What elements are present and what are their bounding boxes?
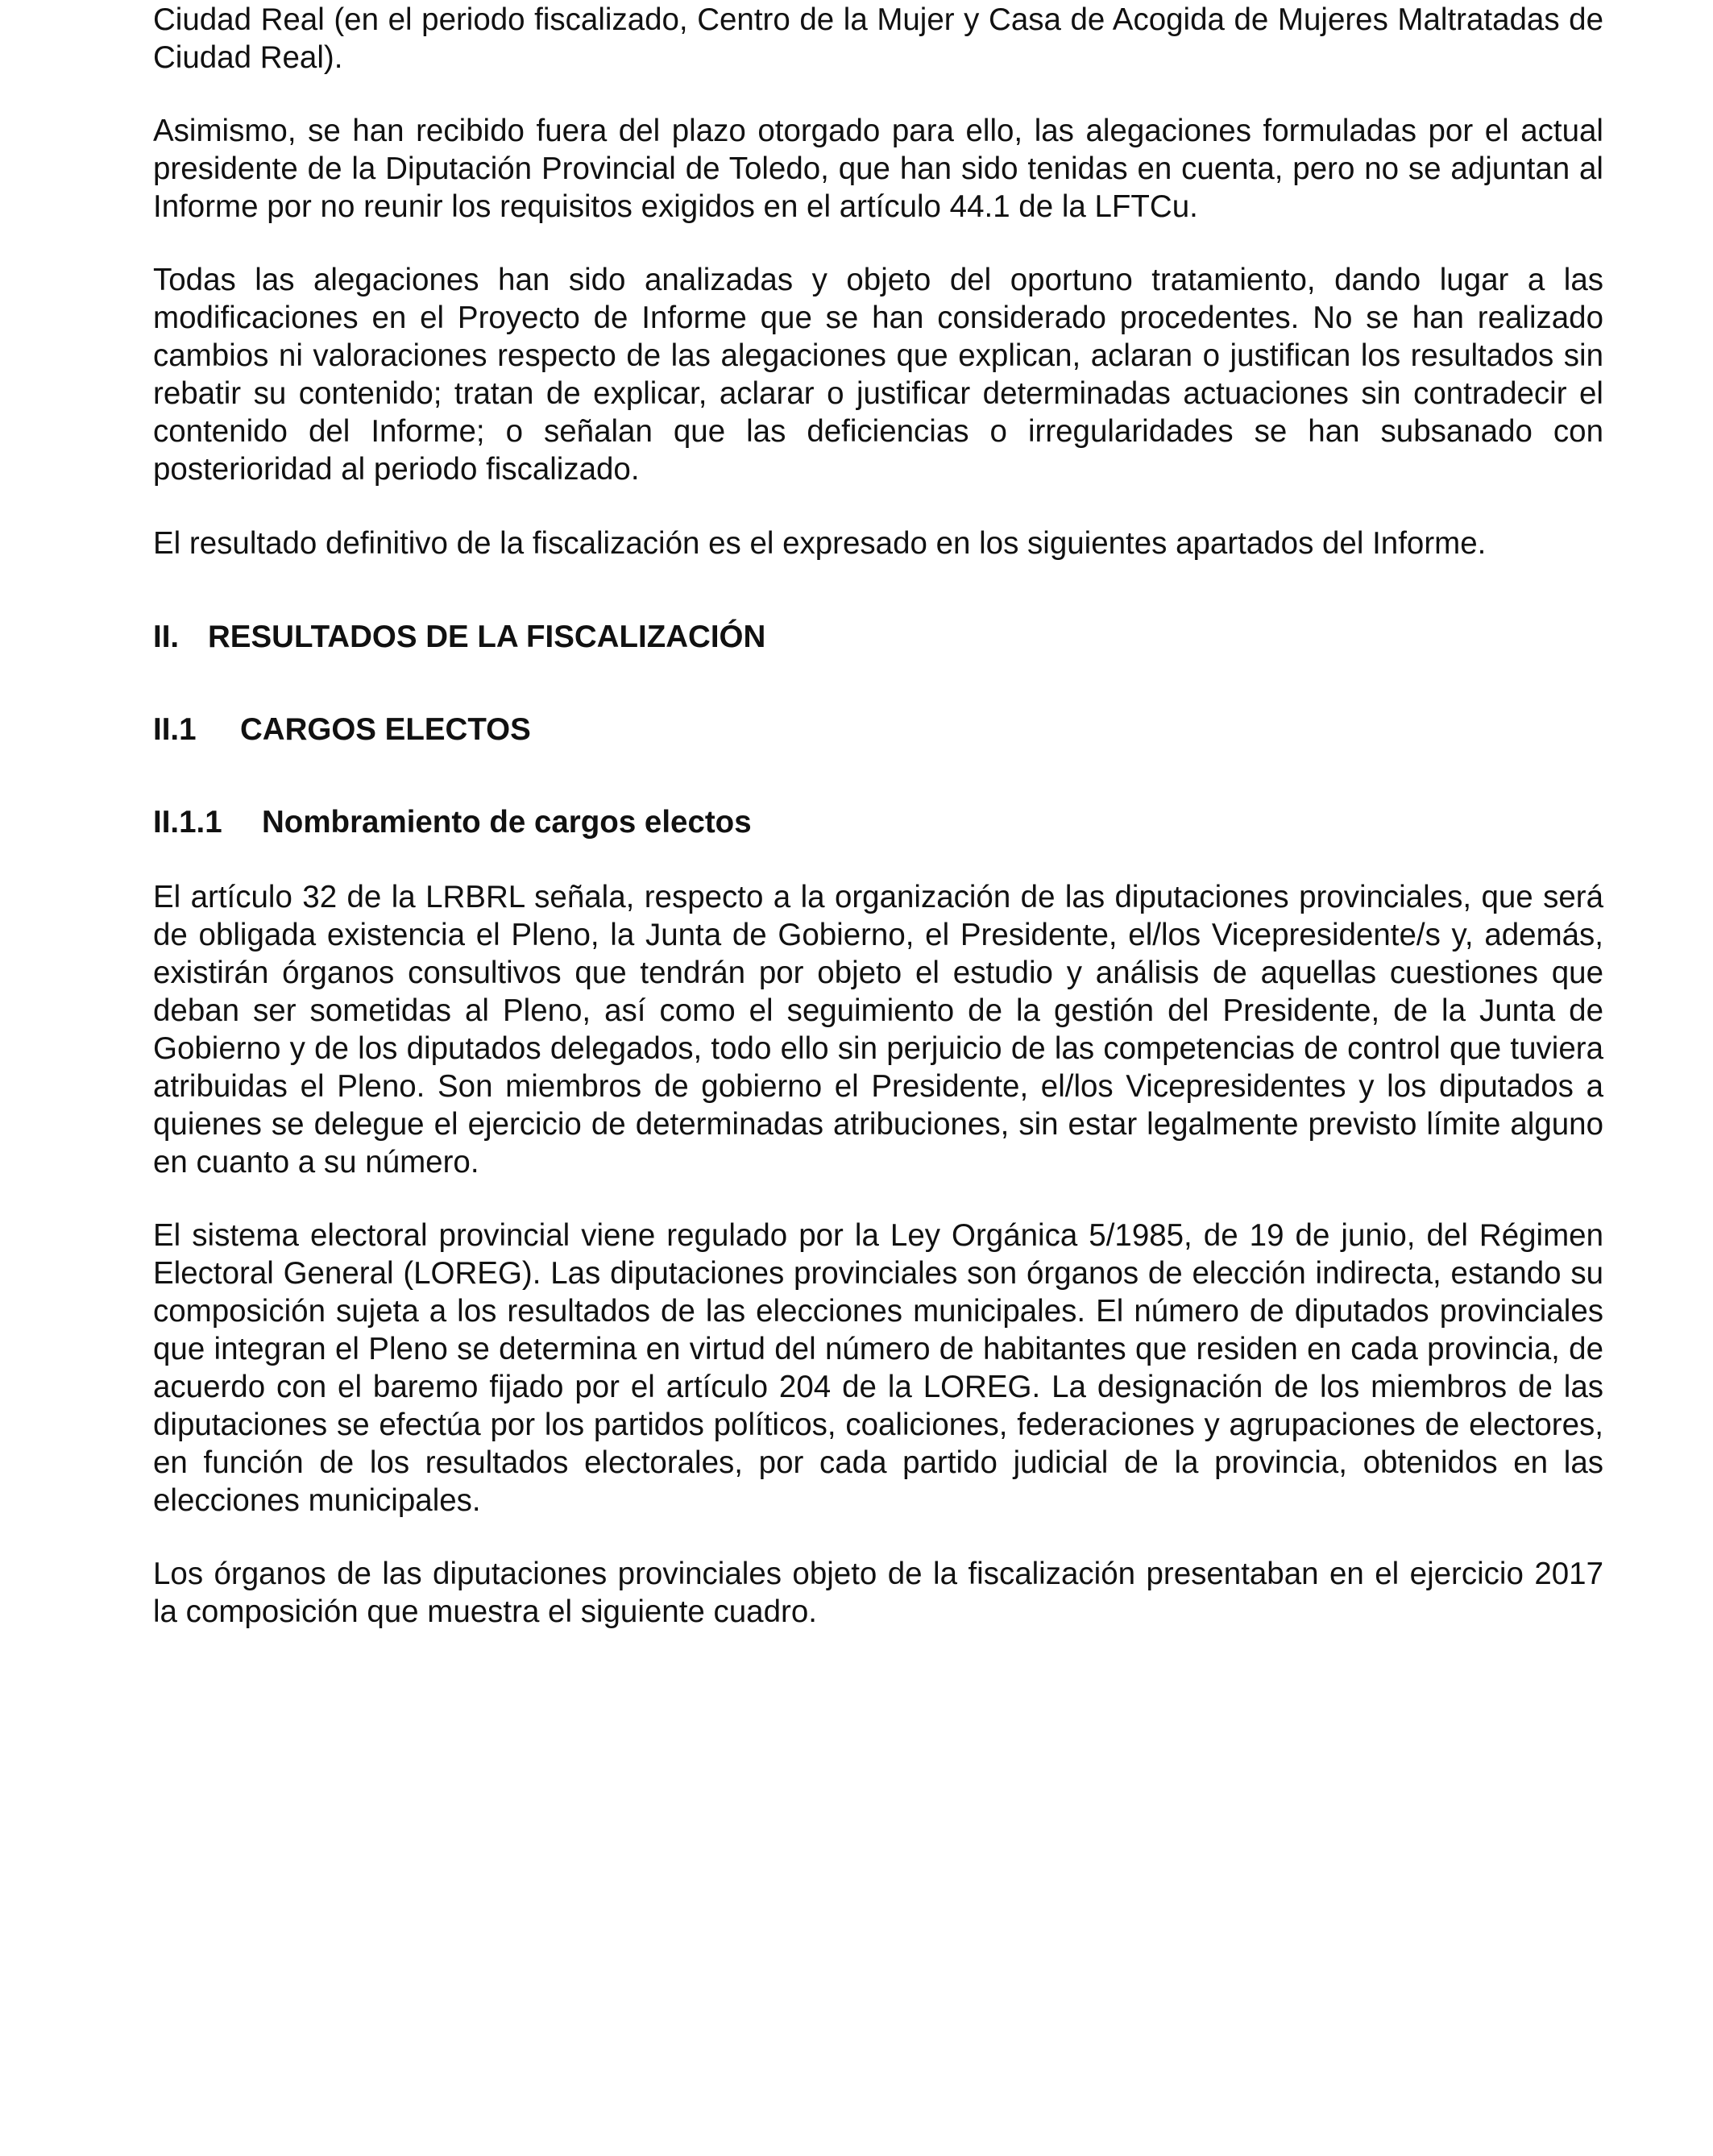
- section-title: CARGOS ELECTOS: [240, 712, 531, 747]
- section-heading-nombramiento: [153, 803, 752, 841]
- section-title: RESULTADOS DE LA FISCALIZACIÓN: [208, 620, 766, 654]
- paragraph-alegaciones-analizadas: Todas las alegaciones han sido analizadas y objeto del oportuno tratamiento, dando lugar a las modificaciones en el Proyecto de Informe que se han considerado procedentes. No se han realizado cambios ni valoraciones respecto de las alegaciones que explican, aclaran o justifican los resultados sin rebatir su contenido; tratan de explicar, aclarar o justificar determinadas actuaciones sin contradecir el contenido del Informe; o señalan que las deficiencias o irregularidades se han subsanado con posterioridad al periodo fiscalizado.: [153, 263, 1603, 487]
- paragraph-articulo-32: El artículo 32 de la LRBRL señala, respecto a la organización de las diputaciones provinciales, que será de obligada existencia el Pleno, la Junta de Gobierno, el Presidente, el/los Vicepresidente/s y, además, existirán órganos consultivos que tendrán por objeto el estudio y análisis de aquellas cuestiones que deban ser sometidas al Pleno, así como el seguimiento de la gestión del Presidente, de la Junta de Gobierno y de los diputados delegados, todo ello sin perjuicio de las competencias de control que tuviera atribuidas el Pleno. Son miembros de gobierno el Presidente, el/los Vicepresidentes y los diputados a quienes se delegue el ejercicio de determinadas atribuciones, sin estar legalmente previsto límite alguno en cuanto a su número.: [153, 880, 1603, 1180]
- section-heading-cargos-electos: [153, 711, 531, 748]
- paragraph-organos-composicion: Los órganos de las diputaciones provinciales objeto de la fiscalización presentaban en el ejercicio 2017 la composición que muestra el siguiente cuadro.: [153, 1557, 1603, 1629]
- section-number: II.1: [153, 712, 197, 747]
- section-title: Nombramiento de cargos electos: [262, 805, 752, 840]
- section-number: II.: [153, 620, 180, 654]
- paragraph-resultado-definitivo: El resultado definitivo de la fiscalización es el expresado en los siguientes apartados del Informe.: [153, 526, 1487, 561]
- section-number: II.1.1: [153, 805, 222, 840]
- paragraph-sistema-electoral: El sistema electoral provincial viene regulado por la Ley Orgánica 5/1985, de 19 de junio, del Régimen Electoral General (LOREG). Las diputaciones provinciales son órganos de elección indirecta, estando su composición sujeta a los resultados de las elecciones municipales. El número de diputados provinciales que integran el Pleno se determina en virtud del número de habitantes que residen en cada provincia, de acuerdo con el baremo fijado por el artículo 204 de la LOREG. La designación de los miembros de las diputaciones se efectúa por los partidos políticos, coaliciones, federaciones y agrupaciones de electores, en función de los resultados electorales, por cada partido judicial de la provincia, obtenidos en las elecciones municipales.: [153, 1218, 1603, 1518]
- paragraph-ciudad-real: Ciudad Real (en el periodo fiscalizado, Centro de la Mujer y Casa de Acogida de Mujeres Maltratadas de Ciudad Real).: [153, 2, 1603, 75]
- section-heading-resultados: [153, 618, 765, 656]
- paragraph-alegaciones-toledo: Asimismo, se han recibido fuera del plazo otorgado para ello, las alegaciones formuladas por el actual presidente de la Diputación Provincial de Toledo, que han sido tenidas en cuenta, pero no se adjuntan al Informe por no reunir los requisitos exigidos en el artículo 44.1 de la LFTCu.: [153, 114, 1603, 224]
